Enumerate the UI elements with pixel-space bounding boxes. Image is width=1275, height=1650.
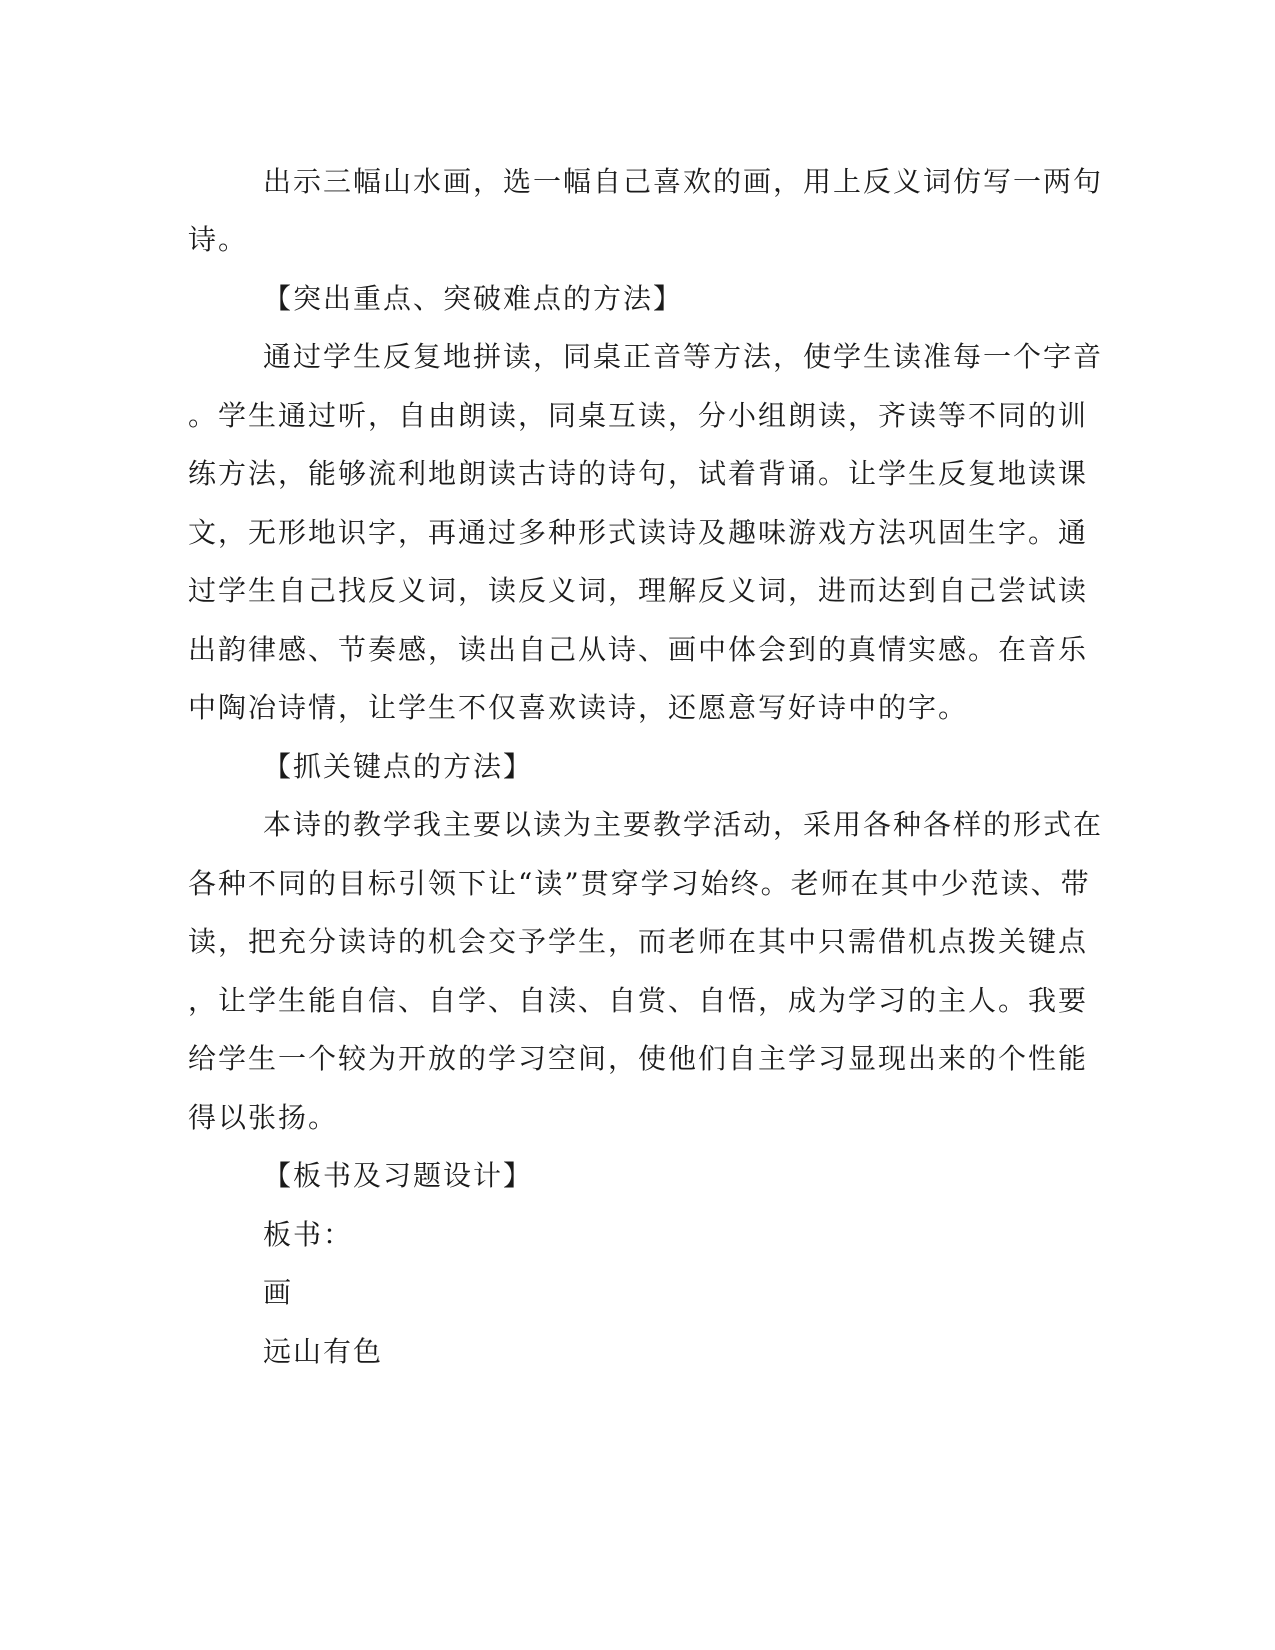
section-heading: 【板书及习题设计】 (263, 1159, 534, 1192)
paragraph-line: 通过学生反复地拼读，同桌正音等方法，使学生读准每一个字音 (263, 340, 1104, 373)
paragraph-line: 给学生一个较为开放的学习空间，使他们自主学习显现出来的个性能 (188, 1042, 1089, 1075)
section-heading: 【突出重点、突破难点的方法】 (263, 282, 684, 315)
paragraph-line: ，让学生能自信、自学、自渎、自赏、自悟，成为学习的主人。我要 (188, 984, 1089, 1017)
section-heading: 【抓关键点的方法】 (263, 750, 534, 783)
paragraph-line: 各种不同的目标引领下让“读”贯穿学习始终。老师在其中少范读、带 (188, 867, 1091, 900)
paragraph-line: 诗。 (188, 223, 249, 256)
paragraph-line: 读，把充分读诗的机会交予学生，而老师在其中只需借机点拨关键点 (188, 925, 1089, 958)
paragraph-line: 文，无形地识字，再通过多种形式读诗及趣味游戏方法巩固生字。通 (188, 516, 1089, 549)
paragraph-line: 板书： (263, 1218, 354, 1251)
paragraph-line: 本诗的教学我主要以读为主要教学活动，采用各种各样的形式在 (263, 808, 1104, 841)
paragraph-line: 得以张扬。 (188, 1101, 339, 1134)
paragraph-line: 过学生自己找反义词，读反义词，理解反义词，进而达到自己尝试读 (188, 574, 1089, 607)
paragraph-line: 中陶冶诗情，让学生不仅喜欢读诗，还愿意写好诗中的字。 (188, 691, 969, 724)
paragraph-line: 出示三幅山水画，选一幅自己喜欢的画，用上反义词仿写一两句 (263, 165, 1104, 198)
paragraph-line: 练方法，能够流利地朗读古诗的诗句，试着背诵。让学生反复地读课 (188, 457, 1089, 490)
paragraph-line: 出韵律感、节奏感，读出自己从诗、画中体会到的真情实感。在音乐 (188, 633, 1089, 666)
paragraph-line: 画 (263, 1276, 294, 1309)
paragraph-line: 远山有色 (263, 1335, 384, 1368)
paragraph-line: 。学生通过听，自由朗读，同桌互读，分小组朗读，齐读等不同的训 (188, 399, 1089, 432)
